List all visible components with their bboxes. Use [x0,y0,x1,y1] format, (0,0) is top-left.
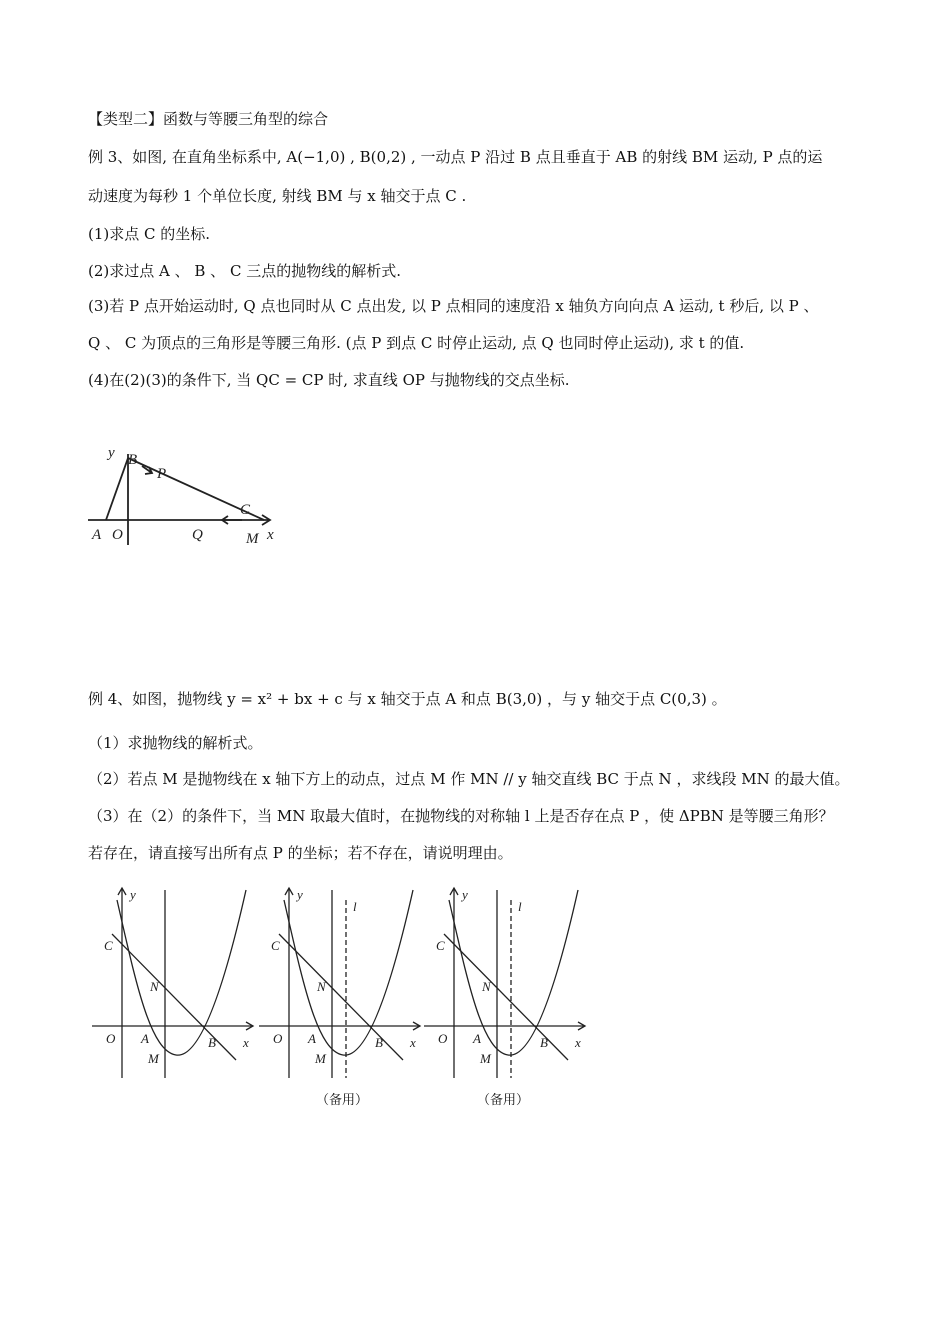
caption-backup-1: （备用） [316,1093,369,1108]
example3-question-4: (4)在(2)(3)的条件下, 当 QC = CP 时, 求直线 OP 与抛物线的交点坐标. [88,371,570,389]
example3-line1: 例 3、如图, 在直角坐标系中, A(−1,0) , B(0,2) , 一动点 P 沿过 B 点且垂直于 AB 的射线 BM 运动, P 点的运 [88,148,823,166]
label-O: O [273,1031,283,1046]
label-C: C [240,502,251,518]
label-x: x [575,1035,581,1050]
label-x: x [267,527,274,543]
example4-question-3a: （3）在（2）的条件下，当 MN 取最大值时，在抛物线的对称轴 l 上是否存在点 P ，使 ΔPBN 是等腰三角形？ [88,807,834,825]
label-N: N [150,979,159,994]
label-A: A [92,527,102,543]
label-N: N [482,979,491,994]
example4-figure-backup-1 [255,878,425,1083]
label-C: C [436,938,445,953]
label-Q: Q [192,527,203,543]
label-A: A [141,1031,149,1046]
example3-question-3b: Q 、 C 为顶点的三角形是等腰三角形. (点 P 到点 C 时停止运动, 点 Q 也同时停止运动), 求 t 的值. [88,334,745,352]
label-O: O [438,1031,448,1046]
label-A: A [473,1031,481,1046]
label-O: O [112,527,123,543]
label-M: M [315,1051,326,1066]
label-y: y [130,887,136,902]
label-M: M [148,1051,159,1066]
label-x: x [243,1035,249,1050]
label-B: B [208,1035,216,1050]
label-l: l [518,899,522,914]
label-y: y [297,887,303,902]
example4-question-1: （1）求抛物线的解析式。 [88,734,263,752]
label-C: C [271,938,280,953]
label-P: P [157,466,167,482]
example4-figure-backup-2 [420,878,590,1083]
label-M: M [246,531,259,547]
caption-backup-2: （备用） [477,1093,530,1108]
example4-question-3b: 若存在，请直接写出所有点 P 的坐标；若不存在，请说明理由。 [88,844,513,862]
example3-question-3a: (3)若 P 点开始运动时, Q 点也同时从 C 点出发, 以 P 点相同的速度沿 x 轴负方向向点 A 运动, t 秒后, 以 P 、 [88,297,819,315]
label-x: x [410,1035,416,1050]
example3-figure [82,440,292,550]
label-B: B [540,1035,548,1050]
section-title: 【类型二】函数与等腰三角型的综合 [88,110,329,128]
label-O: O [106,1031,116,1046]
label-M: M [480,1051,491,1066]
example3-question-2: (2)求过点 A 、 B 、 C 三点的抛物线的解析式. [88,262,401,280]
label-l: l [353,899,357,914]
label-C: C [104,938,113,953]
label-N: N [317,979,326,994]
example4-line1: 例 4、如图，抛物线 y = x² + bx + c 与 x 轴交于点 A 和点 B(3,0) ，与 y 轴交于点 C(0,3) 。 [88,690,727,708]
label-A: A [308,1031,316,1046]
label-B: B [375,1035,383,1050]
example4-question-2: （2）若点 M 是抛物线在 x 轴下方上的动点，过点 M 作 MN // y 轴交直线 BC 于点 N ，求线段 MN 的最大值。 [88,770,850,788]
segment-AB [106,458,128,520]
label-y: y [108,445,115,461]
example4-figure-main [88,878,258,1083]
example3-line2: 动速度为每秒 1 个单位长度, 射线 BM 与 x 轴交于点 C . [88,187,467,205]
example3-question-1: (1)求点 C 的坐标. [88,225,211,243]
label-y: y [462,887,468,902]
label-B: B [128,452,138,468]
